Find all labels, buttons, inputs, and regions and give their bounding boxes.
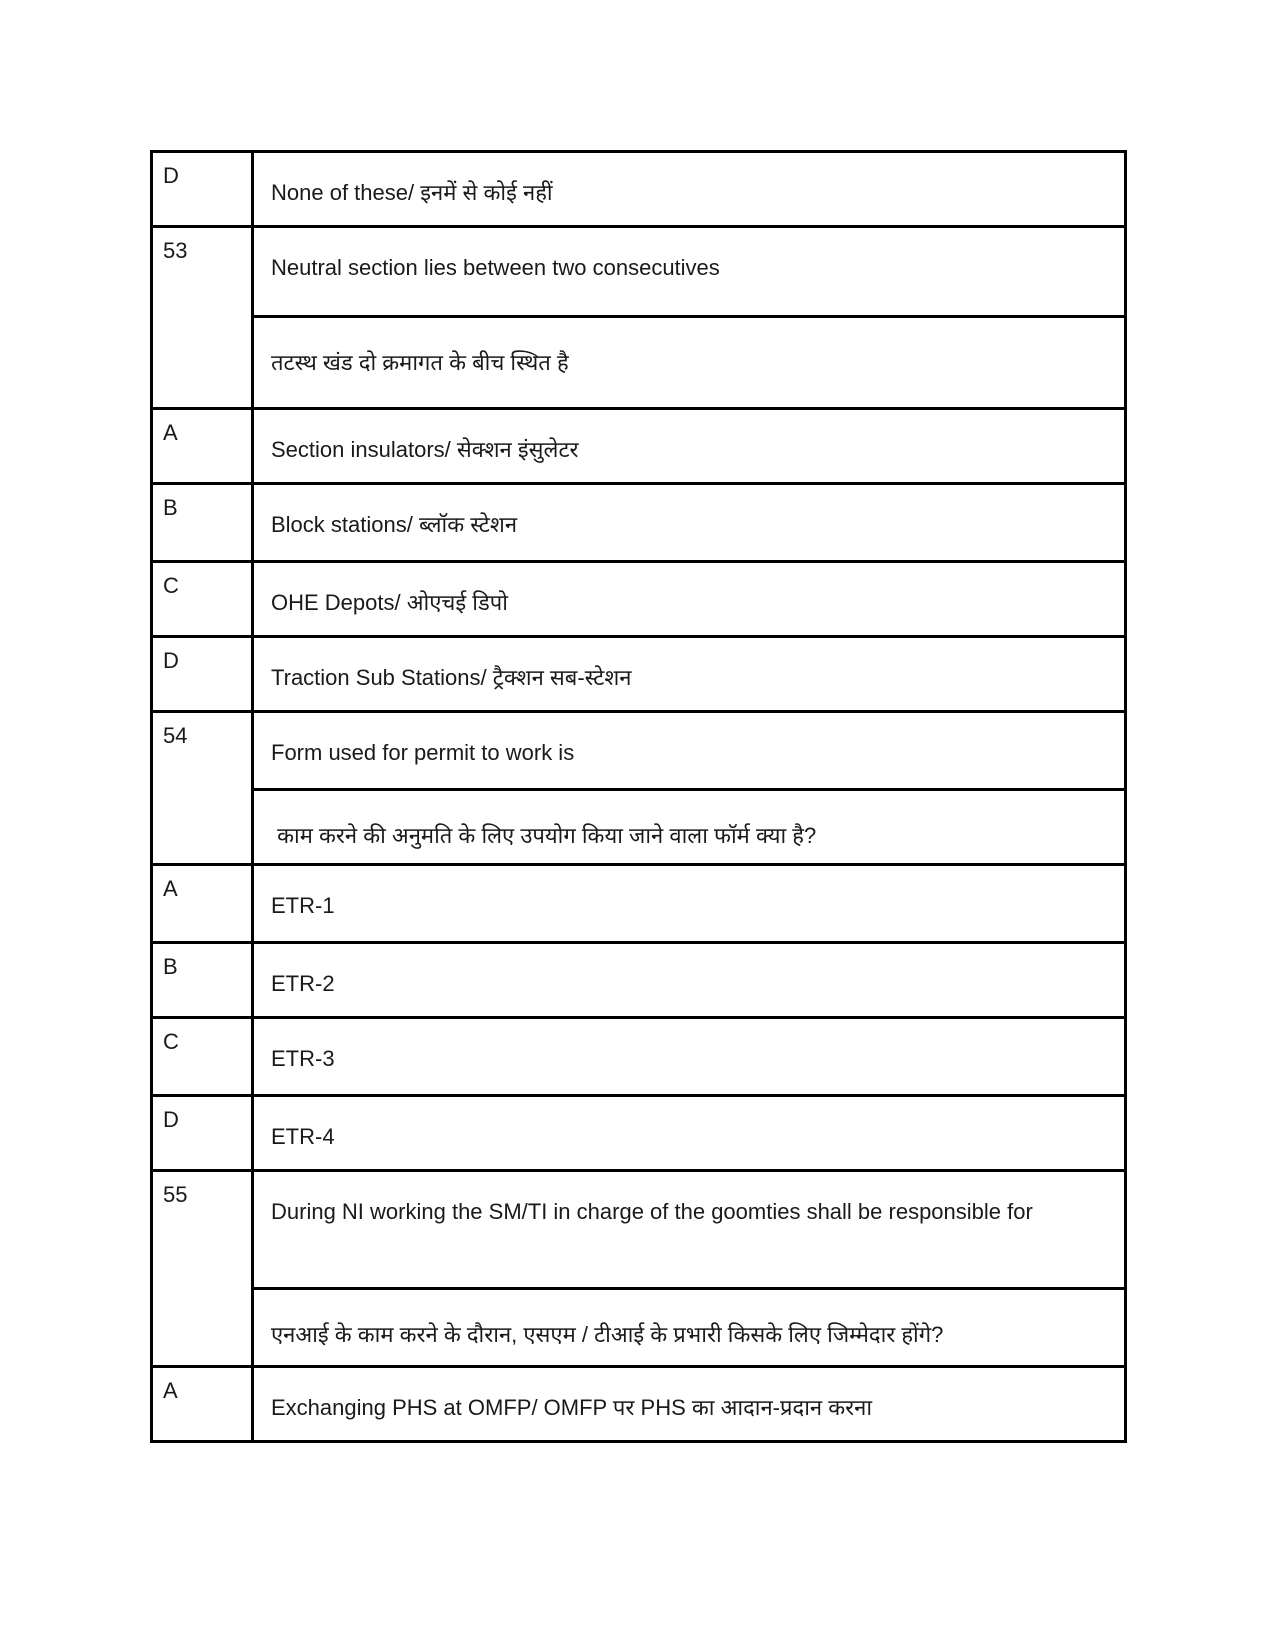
option-letter-cell: B <box>152 484 253 562</box>
option-letter-cell: D <box>152 637 253 712</box>
question-answer-table <box>150 150 1127 1443</box>
option-row <box>152 152 1126 227</box>
option-letter-cell: D <box>152 1096 253 1171</box>
question-text-hindi-cell <box>253 1289 1126 1367</box>
question-row-hindi <box>152 317 1126 409</box>
question-text-english: During NI working the SM/TI in charge of the goomties shall be responsible for <box>271 1199 1033 1224</box>
option-text-cell <box>253 152 1126 227</box>
question-row-hindi <box>152 1289 1126 1367</box>
option-row <box>152 865 1126 943</box>
question-text-english-cell <box>253 1171 1126 1289</box>
question-text-english-cell <box>253 712 1126 790</box>
question-row-english <box>152 227 1126 317</box>
option-letter-cell: B <box>152 943 253 1018</box>
option-text: Traction Sub Stations/ ट्रैक्शन सब-स्टेशन <box>271 665 632 690</box>
option-letter-cell: D <box>152 152 253 227</box>
option-letter-cell: A <box>152 1367 253 1442</box>
option-letter-cell: C <box>152 1018 253 1096</box>
option-text: Block stations/ ब्लॉक स्टेशन <box>271 512 518 537</box>
option-row <box>152 1096 1126 1171</box>
question-number-cell: 53 <box>152 227 253 409</box>
option-row <box>152 562 1126 637</box>
question-row-hindi <box>152 790 1126 865</box>
question-text-english: Form used for permit to work is <box>271 740 575 765</box>
option-text: ETR-2 <box>271 971 335 996</box>
option-text-cell <box>253 1018 1126 1096</box>
option-text: Exchanging PHS at OMFP/ OMFP पर PHS का आदान-प्रदान करना <box>271 1395 873 1420</box>
question-row-english <box>152 712 1126 790</box>
option-row <box>152 409 1126 484</box>
question-row-english <box>152 1171 1126 1289</box>
question-text-hindi: काम करने की अनुमति के लिए उपयोग किया जाने वाला फॉर्म क्या है? <box>271 823 817 848</box>
option-text-cell <box>253 943 1126 1018</box>
question-text-hindi: एनआई के काम करने के दौरान, एसएम / टीआई के प्रभारी किसके लिए जिम्मेदार होंगे? <box>271 1322 944 1347</box>
option-text-cell <box>253 637 1126 712</box>
option-row <box>152 484 1126 562</box>
option-letter-cell: A <box>152 865 253 943</box>
option-row <box>152 637 1126 712</box>
option-text-cell <box>253 1096 1126 1171</box>
option-text-cell <box>253 484 1126 562</box>
question-text-hindi: तटस्थ खंड दो क्रमागत के बीच स्थित है <box>271 350 569 375</box>
option-text: ETR-3 <box>271 1046 335 1071</box>
option-text: Section insulators/ सेक्शन इंसुलेटर <box>271 437 579 462</box>
question-text-hindi-cell <box>253 317 1126 409</box>
option-letter-cell: C <box>152 562 253 637</box>
option-text: ETR-1 <box>271 893 335 918</box>
question-number-cell: 54 <box>152 712 253 865</box>
question-text-english: Neutral section lies between two consecutives <box>271 255 720 280</box>
option-text-cell <box>253 865 1126 943</box>
option-text: OHE Depots/ ओएचई डिपो <box>271 590 508 615</box>
option-row <box>152 1018 1126 1096</box>
option-text-cell <box>253 1367 1126 1442</box>
option-row <box>152 1367 1126 1442</box>
option-text-cell <box>253 562 1126 637</box>
question-text-english-cell <box>253 227 1126 317</box>
option-letter-cell: A <box>152 409 253 484</box>
option-row <box>152 943 1126 1018</box>
option-text-cell <box>253 409 1126 484</box>
question-number-cell: 55 <box>152 1171 253 1367</box>
option-text: ETR-4 <box>271 1124 335 1149</box>
option-text: None of these/ इनमें से कोई नहीं <box>271 180 553 205</box>
question-text-hindi-cell <box>253 790 1126 865</box>
